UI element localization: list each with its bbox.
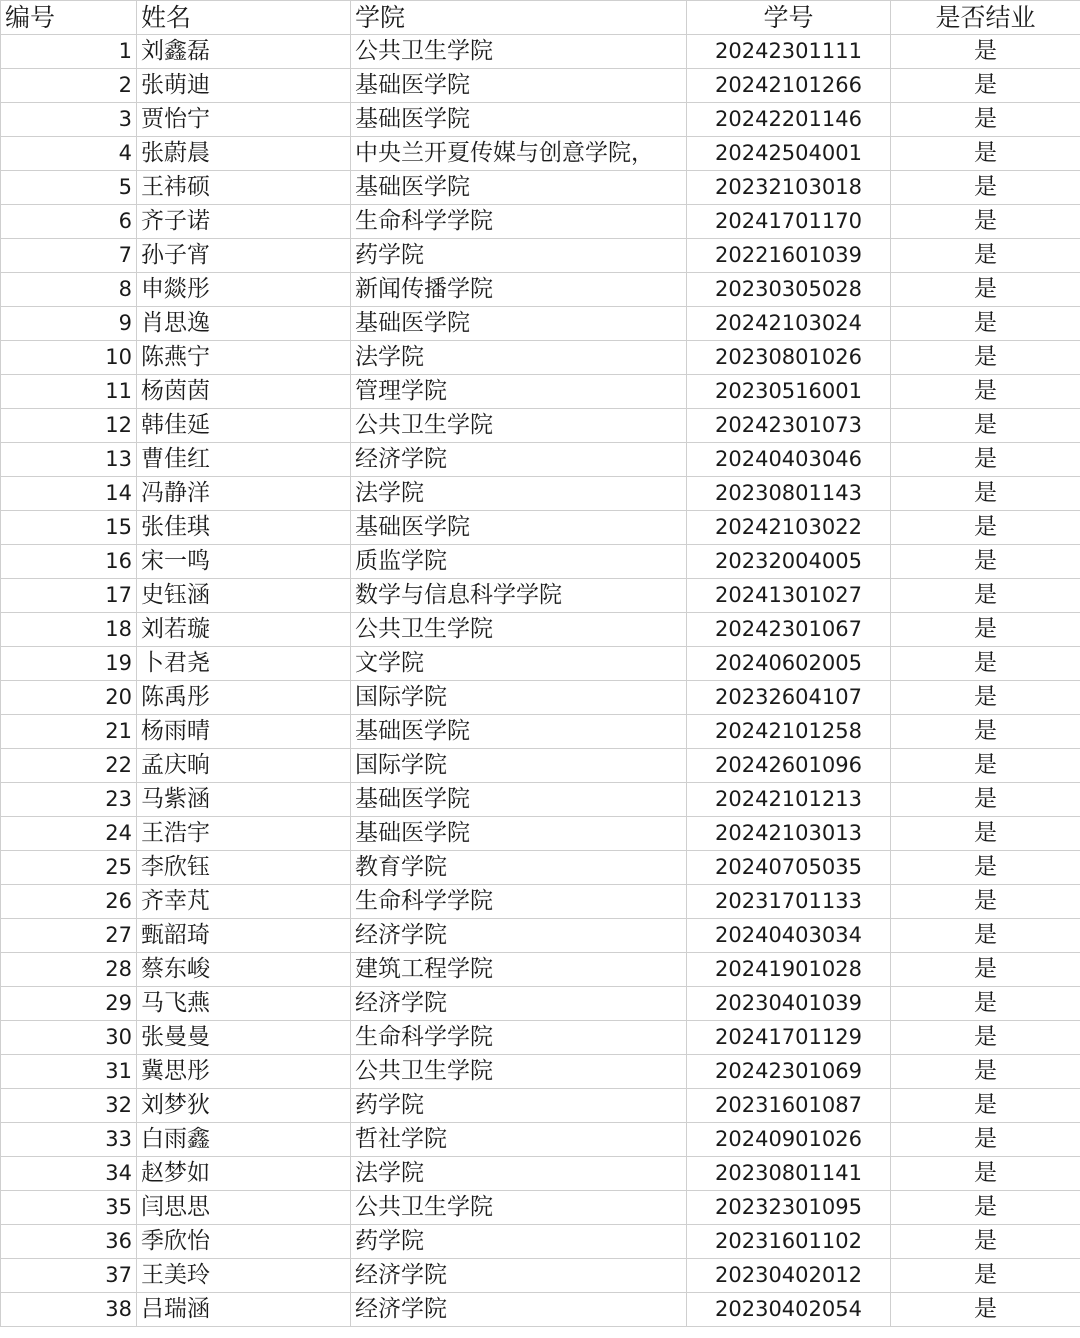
- cell-name[interactable]: 白雨鑫: [137, 1123, 351, 1157]
- cell-name[interactable]: 杨雨晴: [137, 715, 351, 749]
- cell-number[interactable]: 2: [1, 69, 137, 103]
- cell-college[interactable]: 公共卫生学院: [351, 613, 687, 647]
- cell-number[interactable]: 23: [1, 783, 137, 817]
- table-row: [1, 783, 1080, 817]
- cell-student-id[interactable]: 20242301069: [687, 1055, 891, 1089]
- cell-graduated[interactable]: 是: [891, 681, 1080, 715]
- cell-student-id[interactable]: 20242101258: [687, 715, 891, 749]
- cell-student-id[interactable]: 20242601096: [687, 749, 891, 783]
- cell-number[interactable]: 12: [1, 409, 137, 443]
- cell-college[interactable]: 公共卫生学院: [351, 35, 687, 69]
- table-row: [1, 443, 1080, 477]
- cell-graduated[interactable]: 是: [891, 749, 1080, 783]
- cell-graduated[interactable]: 是: [891, 1055, 1080, 1089]
- cell-graduated[interactable]: 是: [891, 1293, 1080, 1327]
- cell-college[interactable]: 药学院: [351, 1089, 687, 1123]
- table-row: [1, 919, 1080, 953]
- cell-student-id[interactable]: 20242103013: [687, 817, 891, 851]
- cell-college[interactable]: 教育学院: [351, 851, 687, 885]
- cell-student-id[interactable]: 20230801026: [687, 341, 891, 375]
- cell-student-id[interactable]: 20230305028: [687, 273, 891, 307]
- cell-student-id[interactable]: 20240403046: [687, 443, 891, 477]
- table-row: [1, 1259, 1080, 1293]
- cell-college[interactable]: 法学院: [351, 477, 687, 511]
- cell-college[interactable]: 基础医学院: [351, 307, 687, 341]
- cell-name[interactable]: 贾怡宁: [137, 103, 351, 137]
- cell-number[interactable]: 38: [1, 1293, 137, 1327]
- cell-number[interactable]: 24: [1, 817, 137, 851]
- cell-number[interactable]: 21: [1, 715, 137, 749]
- cell-college[interactable]: 法学院: [351, 1157, 687, 1191]
- cell-number[interactable]: 26: [1, 885, 137, 919]
- cell-number[interactable]: 8: [1, 273, 137, 307]
- cell-number[interactable]: 15: [1, 511, 137, 545]
- cell-number[interactable]: 5: [1, 171, 137, 205]
- cell-number[interactable]: 14: [1, 477, 137, 511]
- cell-student-id[interactable]: 20230801141: [687, 1157, 891, 1191]
- cell-number[interactable]: 10: [1, 341, 137, 375]
- cell-graduated[interactable]: 是: [891, 205, 1080, 239]
- cell-number[interactable]: 7: [1, 239, 137, 273]
- cell-number[interactable]: 30: [1, 1021, 137, 1055]
- cell-number[interactable]: 19: [1, 647, 137, 681]
- cell-college[interactable]: 哲社学院: [351, 1123, 687, 1157]
- cell-graduated[interactable]: 是: [891, 613, 1080, 647]
- table-row: [1, 341, 1080, 375]
- cell-student-id[interactable]: 20242504001: [687, 137, 891, 171]
- table-row: [1, 239, 1080, 273]
- table-row: [1, 273, 1080, 307]
- cell-name[interactable]: 张佳琪: [137, 511, 351, 545]
- cell-college[interactable]: 药学院: [351, 1225, 687, 1259]
- table-row: [1, 715, 1080, 749]
- cell-student-id[interactable]: 20240901026: [687, 1123, 891, 1157]
- cell-college[interactable]: 国际学院: [351, 749, 687, 783]
- cell-college[interactable]: 基础医学院: [351, 817, 687, 851]
- cell-college[interactable]: 国际学院: [351, 681, 687, 715]
- cell-number[interactable]: 6: [1, 205, 137, 239]
- cell-college[interactable]: 中央兰开夏传媒与创意学院，: [351, 137, 687, 171]
- cell-number[interactable]: 9: [1, 307, 137, 341]
- cell-name[interactable]: 刘鑫磊: [137, 35, 351, 69]
- cell-number[interactable]: 31: [1, 1055, 137, 1089]
- table-row: [1, 681, 1080, 715]
- table-row: [1, 307, 1080, 341]
- cell-student-id[interactable]: 20230801143: [687, 477, 891, 511]
- cell-graduated[interactable]: 是: [891, 579, 1080, 613]
- cell-name[interactable]: 马紫涵: [137, 783, 351, 817]
- cell-name[interactable]: 陈禹彤: [137, 681, 351, 715]
- cell-college[interactable]: 药学院: [351, 239, 687, 273]
- cell-college[interactable]: 公共卫生学院: [351, 409, 687, 443]
- cell-number[interactable]: 29: [1, 987, 137, 1021]
- cell-graduated[interactable]: 是: [891, 851, 1080, 885]
- cell-name[interactable]: 冯静洋: [137, 477, 351, 511]
- table-row: [1, 205, 1080, 239]
- cell-number[interactable]: 25: [1, 851, 137, 885]
- cell-name[interactable]: 蔡东峻: [137, 953, 351, 987]
- cell-student-id[interactable]: 20242103024: [687, 307, 891, 341]
- cell-graduated[interactable]: 是: [891, 307, 1080, 341]
- cell-student-id[interactable]: 20232103018: [687, 171, 891, 205]
- cell-name[interactable]: 曹佳红: [137, 443, 351, 477]
- cell-graduated[interactable]: 是: [891, 715, 1080, 749]
- table-body: [1, 35, 1080, 1327]
- cell-student-id[interactable]: 20231601102: [687, 1225, 891, 1259]
- cell-college[interactable]: 建筑工程学院: [351, 953, 687, 987]
- cell-college[interactable]: 公共卫生学院: [351, 1191, 687, 1225]
- cell-student-id[interactable]: 20241901028: [687, 953, 891, 987]
- cell-name[interactable]: 王祎硕: [137, 171, 351, 205]
- cell-graduated[interactable]: 是: [891, 273, 1080, 307]
- cell-student-id[interactable]: 20242101266: [687, 69, 891, 103]
- cell-graduated[interactable]: 是: [891, 1021, 1080, 1055]
- cell-college[interactable]: 基础医学院: [351, 103, 687, 137]
- table-row: [1, 171, 1080, 205]
- cell-college[interactable]: 基础医学院: [351, 783, 687, 817]
- cell-graduated[interactable]: 是: [891, 1259, 1080, 1293]
- table-row: [1, 511, 1080, 545]
- cell-graduated[interactable]: 是: [891, 953, 1080, 987]
- cell-graduated[interactable]: 是: [891, 1225, 1080, 1259]
- cell-number[interactable]: 1: [1, 35, 137, 69]
- cell-college[interactable]: 法学院: [351, 341, 687, 375]
- cell-student-id[interactable]: 20242103022: [687, 511, 891, 545]
- cell-name[interactable]: 肖思逸: [137, 307, 351, 341]
- cell-name[interactable]: 张蔚晨: [137, 137, 351, 171]
- cell-name[interactable]: 季欣怡: [137, 1225, 351, 1259]
- cell-college[interactable]: 质监学院: [351, 545, 687, 579]
- cell-name[interactable]: 陈燕宁: [137, 341, 351, 375]
- cell-name[interactable]: 孙子宵: [137, 239, 351, 273]
- cell-name[interactable]: 齐幸芃: [137, 885, 351, 919]
- cell-student-id[interactable]: 20242301073: [687, 409, 891, 443]
- cell-name[interactable]: 刘若璇: [137, 613, 351, 647]
- cell-graduated[interactable]: 是: [891, 239, 1080, 273]
- table-row: [1, 1225, 1080, 1259]
- cell-college[interactable]: 经济学院: [351, 443, 687, 477]
- cell-college[interactable]: 新闻传播学院: [351, 273, 687, 307]
- cell-student-id[interactable]: 20242201146: [687, 103, 891, 137]
- cell-graduated[interactable]: 是: [891, 987, 1080, 1021]
- header-number[interactable]: 编号: [1, 1, 137, 35]
- cell-number[interactable]: 36: [1, 1225, 137, 1259]
- header-graduated[interactable]: 是否结业: [891, 1, 1080, 35]
- cell-graduated[interactable]: 是: [891, 1123, 1080, 1157]
- table-row: [1, 477, 1080, 511]
- table-row: [1, 1293, 1080, 1327]
- cell-student-id[interactable]: 20230516001: [687, 375, 891, 409]
- cell-college[interactable]: 基础医学院: [351, 171, 687, 205]
- cell-name[interactable]: 闫思思: [137, 1191, 351, 1225]
- cell-name[interactable]: 齐子诺: [137, 205, 351, 239]
- cell-name[interactable]: 申燚彤: [137, 273, 351, 307]
- cell-name[interactable]: 孟庆晌: [137, 749, 351, 783]
- cell-student-id[interactable]: 20242301067: [687, 613, 891, 647]
- cell-graduated[interactable]: 是: [891, 817, 1080, 851]
- header-student-id[interactable]: 学号: [687, 1, 891, 35]
- cell-name[interactable]: 王美玲: [137, 1259, 351, 1293]
- cell-student-id[interactable]: 20241701170: [687, 205, 891, 239]
- cell-number[interactable]: 17: [1, 579, 137, 613]
- cell-number[interactable]: 16: [1, 545, 137, 579]
- cell-graduated[interactable]: 是: [891, 1089, 1080, 1123]
- table-row: [1, 1123, 1080, 1157]
- cell-student-id[interactable]: 20230402054: [687, 1293, 891, 1327]
- cell-name[interactable]: 吕瑞涵: [137, 1293, 351, 1327]
- cell-graduated[interactable]: 是: [891, 919, 1080, 953]
- table-row: [1, 1021, 1080, 1055]
- cell-student-id[interactable]: 20221601039: [687, 239, 891, 273]
- cell-graduated[interactable]: 是: [891, 1191, 1080, 1225]
- cell-student-id[interactable]: 20241301027: [687, 579, 891, 613]
- cell-college[interactable]: 生命科学学院: [351, 205, 687, 239]
- cell-graduated[interactable]: 是: [891, 1157, 1080, 1191]
- cell-name[interactable]: 卜君尧: [137, 647, 351, 681]
- table-row: [1, 885, 1080, 919]
- table-row: [1, 375, 1080, 409]
- cell-number[interactable]: 28: [1, 953, 137, 987]
- cell-name[interactable]: 张曼曼: [137, 1021, 351, 1055]
- cell-name[interactable]: 李欣钰: [137, 851, 351, 885]
- cell-student-id[interactable]: 20231601087: [687, 1089, 891, 1123]
- header-name[interactable]: 姓名: [137, 1, 351, 35]
- cell-student-id[interactable]: 20232604107: [687, 681, 891, 715]
- table-row: [1, 749, 1080, 783]
- cell-graduated[interactable]: 是: [891, 137, 1080, 171]
- table-row: [1, 613, 1080, 647]
- table-row: [1, 69, 1080, 103]
- cell-name[interactable]: 冀思彤: [137, 1055, 351, 1089]
- cell-student-id[interactable]: 20242301111: [687, 35, 891, 69]
- cell-college[interactable]: 基础医学院: [351, 715, 687, 749]
- cell-number[interactable]: 13: [1, 443, 137, 477]
- table-row: [1, 1157, 1080, 1191]
- cell-number[interactable]: 11: [1, 375, 137, 409]
- table-header: [1, 1, 1080, 35]
- cell-number[interactable]: 18: [1, 613, 137, 647]
- cell-graduated[interactable]: 是: [891, 341, 1080, 375]
- cell-number[interactable]: 37: [1, 1259, 137, 1293]
- table-row: [1, 103, 1080, 137]
- cell-name[interactable]: 赵梦如: [137, 1157, 351, 1191]
- cell-student-id[interactable]: 20232301095: [687, 1191, 891, 1225]
- cell-number[interactable]: 4: [1, 137, 137, 171]
- cell-number[interactable]: 33: [1, 1123, 137, 1157]
- cell-college[interactable]: 公共卫生学院: [351, 1055, 687, 1089]
- header-college[interactable]: 学院: [351, 1, 687, 35]
- cell-college[interactable]: 管理学院: [351, 375, 687, 409]
- cell-name[interactable]: 杨茵茵: [137, 375, 351, 409]
- cell-name[interactable]: 甄韶琦: [137, 919, 351, 953]
- cell-student-id[interactable]: 20240602005: [687, 647, 891, 681]
- cell-number[interactable]: 35: [1, 1191, 137, 1225]
- cell-college[interactable]: 经济学院: [351, 987, 687, 1021]
- cell-college[interactable]: 文学院: [351, 647, 687, 681]
- cell-graduated[interactable]: 是: [891, 545, 1080, 579]
- table-row: [1, 409, 1080, 443]
- cell-graduated[interactable]: 是: [891, 409, 1080, 443]
- table-row: [1, 851, 1080, 885]
- cell-graduated[interactable]: 是: [891, 477, 1080, 511]
- cell-graduated[interactable]: 是: [891, 885, 1080, 919]
- cell-graduated[interactable]: 是: [891, 511, 1080, 545]
- cell-college[interactable]: 经济学院: [351, 1293, 687, 1327]
- table-row: [1, 1055, 1080, 1089]
- cell-student-id[interactable]: 20240705035: [687, 851, 891, 885]
- cell-graduated[interactable]: 是: [891, 647, 1080, 681]
- cell-student-id[interactable]: 20230402012: [687, 1259, 891, 1293]
- cell-student-id[interactable]: 20231701133: [687, 885, 891, 919]
- cell-student-id[interactable]: 20230401039: [687, 987, 891, 1021]
- cell-student-id[interactable]: 20240403034: [687, 919, 891, 953]
- table-row: [1, 647, 1080, 681]
- cell-number[interactable]: 34: [1, 1157, 137, 1191]
- cell-graduated[interactable]: 是: [891, 171, 1080, 205]
- cell-name[interactable]: 史钰涵: [137, 579, 351, 613]
- cell-graduated[interactable]: 是: [891, 375, 1080, 409]
- cell-graduated[interactable]: 是: [891, 103, 1080, 137]
- cell-graduated[interactable]: 是: [891, 69, 1080, 103]
- cell-name[interactable]: 刘梦狄: [137, 1089, 351, 1123]
- table-row: [1, 987, 1080, 1021]
- cell-college[interactable]: 基础医学院: [351, 511, 687, 545]
- table-row: [1, 953, 1080, 987]
- cell-graduated[interactable]: 是: [891, 783, 1080, 817]
- table-row: [1, 1191, 1080, 1225]
- cell-student-id[interactable]: 20241701129: [687, 1021, 891, 1055]
- cell-college[interactable]: 生命科学学院: [351, 885, 687, 919]
- cell-college[interactable]: 数学与信息科学学院: [351, 579, 687, 613]
- cell-college[interactable]: 经济学院: [351, 919, 687, 953]
- cell-college[interactable]: 基础医学院: [351, 69, 687, 103]
- cell-name[interactable]: 马飞燕: [137, 987, 351, 1021]
- cell-number[interactable]: 3: [1, 103, 137, 137]
- table-row: [1, 579, 1080, 613]
- table-row: [1, 35, 1080, 69]
- cell-student-id[interactable]: 20232004005: [687, 545, 891, 579]
- cell-number[interactable]: 32: [1, 1089, 137, 1123]
- cell-name[interactable]: 张萌迪: [137, 69, 351, 103]
- cell-number[interactable]: 27: [1, 919, 137, 953]
- table-row: [1, 1089, 1080, 1123]
- cell-graduated[interactable]: 是: [891, 443, 1080, 477]
- cell-graduated[interactable]: 是: [891, 35, 1080, 69]
- header-row: [1, 1, 1080, 35]
- cell-college[interactable]: 生命科学学院: [351, 1021, 687, 1055]
- cell-number[interactable]: 22: [1, 749, 137, 783]
- cell-name[interactable]: 宋一鸣: [137, 545, 351, 579]
- cell-name[interactable]: 韩佳延: [137, 409, 351, 443]
- table-row: [1, 817, 1080, 851]
- cell-college[interactable]: 经济学院: [351, 1259, 687, 1293]
- cell-number[interactable]: 20: [1, 681, 137, 715]
- cell-name[interactable]: 王浩宇: [137, 817, 351, 851]
- cell-student-id[interactable]: 20242101213: [687, 783, 891, 817]
- table-row: [1, 545, 1080, 579]
- table-row: [1, 137, 1080, 171]
